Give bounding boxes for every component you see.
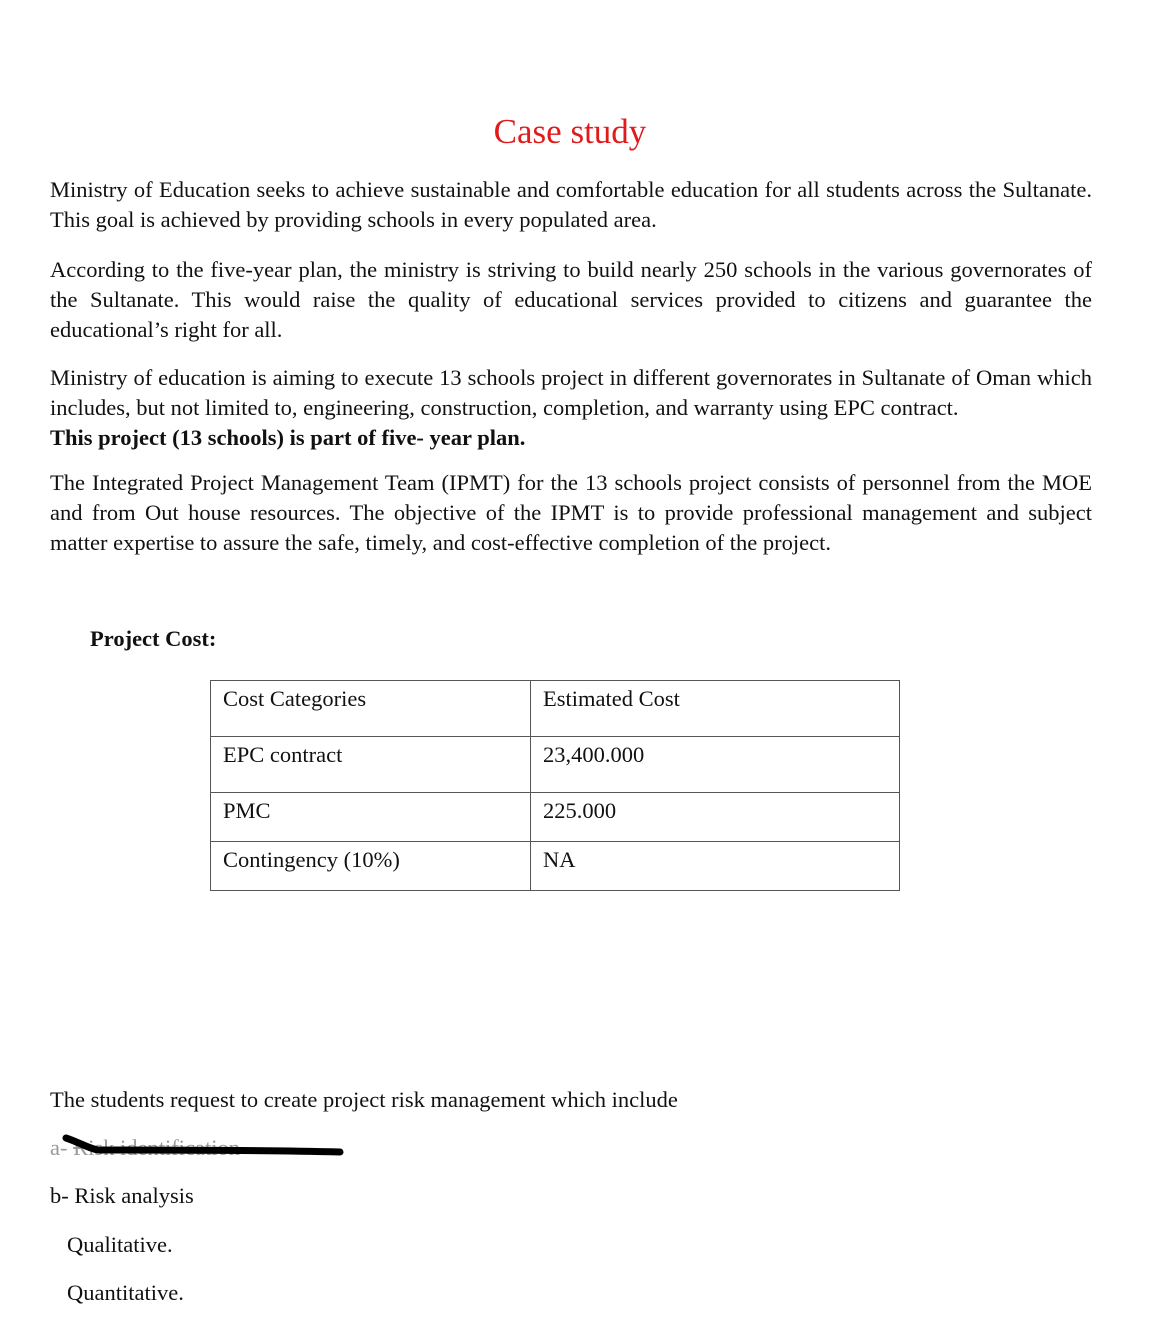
- project-scope-text: Ministry of education is aiming to execute 13 schools project in different governorates in Sultanate of Oman which includes, but not limited to, engineering, construction, completion, and warranty using EPC contract.: [50, 365, 1092, 420]
- table-cell-cost: 225.000: [531, 793, 900, 842]
- project-cost-heading: Project Cost:: [90, 626, 217, 651]
- page-title: Case study: [493, 112, 647, 151]
- table-header-cell: Cost Categories: [211, 681, 531, 737]
- table-cell-category: EPC contract: [211, 737, 531, 793]
- table-header-cell: Estimated Cost: [531, 681, 900, 737]
- table-cell-category: PMC: [211, 793, 531, 842]
- project-cost-table: [210, 680, 900, 891]
- table-cell-cost: 23,400.000: [531, 737, 900, 793]
- five-year-plan-paragraph: According to the five-year plan, the ministry is striving to build nearly 250 schools in the various governorates of the Sultanate. This would raise the quality of educational services provided to citizens and guarantee the educational’s right for all.: [50, 257, 1092, 342]
- table-row: [211, 842, 900, 891]
- table-row: [211, 793, 900, 842]
- table-cell-cost: NA: [531, 842, 900, 891]
- sub-item-quantitative: Quantitative.: [67, 1280, 184, 1305]
- project-scope-paragraph: [50, 363, 1092, 453]
- list-item-risk-analysis: b- Risk analysis: [50, 1183, 194, 1208]
- request-statement: The students request to create project risk management which include: [50, 1087, 678, 1112]
- ipmt-paragraph: The Integrated Project Management Team (IPMT) for the 13 schools project consists of personnel from the MOE and from Out house resources. The objective of the IPMT is to provide professional management and subject matter expertise to assure the safe, timely, and cost-effective completion of the project.: [50, 470, 1092, 555]
- list-item-label: a-: [50, 1135, 68, 1160]
- table-cell-category: Contingency (10%): [211, 842, 531, 891]
- sub-item-qualitative: Qualitative.: [67, 1232, 173, 1257]
- scribble-strikeout-mark: [58, 1128, 358, 1168]
- table-row: [211, 737, 900, 793]
- intro-paragraph: Ministry of Education seeks to achieve sustainable and comfortable education for all students across the Sultanate. This goal is achieved by providing schools in every populated area.: [50, 177, 1092, 232]
- struck-item-text: Risk identification: [73, 1135, 240, 1160]
- project-scope-bold-note: This project (13 schools) is part of five- year plan.: [50, 425, 526, 450]
- table-header-row: [211, 681, 900, 737]
